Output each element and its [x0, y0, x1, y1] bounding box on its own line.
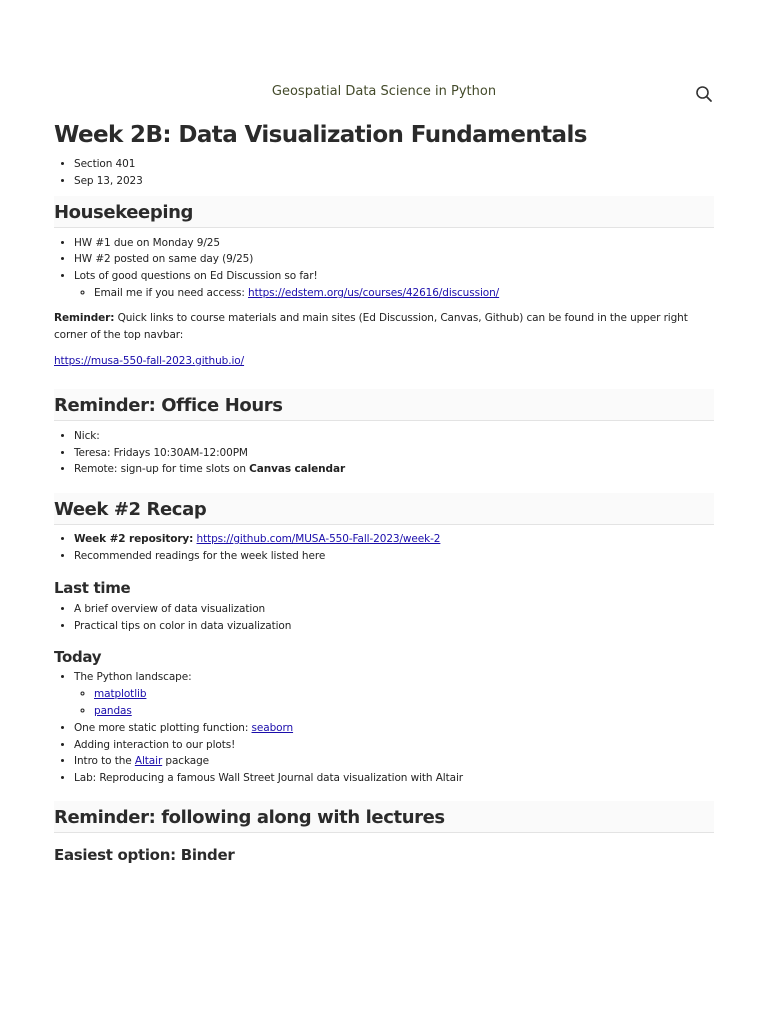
repo-link[interactable]: https://github.com/MUSA-550-Fall-2023/week-2 [196, 533, 441, 546]
access-text: Email me if you need access: [94, 286, 249, 299]
list-item [74, 720, 714, 737]
list-item [74, 268, 714, 302]
list-item-text: The Python landscape: [74, 671, 192, 684]
top-navbar [0, 0, 768, 118]
list-item [94, 686, 714, 703]
list-item: • Nick: [74, 428, 714, 445]
last-time-heading: Last time [54, 578, 131, 597]
page-title: Week 2B: Data Visualization Fundamentals [54, 122, 587, 148]
meta-section: • Section 401 [74, 156, 714, 173]
static-text: One more static plotting function: [74, 721, 252, 734]
site-title-link[interactable]: Geospatial Data Science in Python [271, 84, 497, 99]
reminder-text: Quick links to course materials and main sites (Ed Discussion, Canvas, Github) can be found in the upper right corner of the top navbar: [54, 311, 688, 341]
list-item [74, 753, 714, 770]
housekeeping-heading: Housekeeping [54, 196, 714, 228]
list-item: • Lab: Reproducing a famous Wall Street Journal data visualization with Altair [74, 770, 714, 787]
ed-discussion-link[interactable]: https://edstem.org/us/courses/42616/discussion/ [248, 286, 500, 299]
list-item: • Recommended readings for the week listed here [74, 548, 714, 565]
course-site-link[interactable]: https://musa-550-fall-2023.github.io/ [54, 354, 245, 367]
list-item [94, 703, 714, 720]
list-item [74, 531, 714, 548]
following-heading: Reminder: following along with lectures [54, 801, 714, 833]
pandas-link[interactable]: pandas [94, 704, 132, 717]
last-time-list [54, 601, 714, 635]
remote-text: Remote: sign-up for time slots on [74, 463, 250, 476]
today-list [54, 669, 714, 787]
list-item [74, 461, 714, 478]
today-heading: Today [54, 648, 102, 667]
housekeeping-list [54, 235, 714, 302]
recap-heading: Week #2 Recap [54, 493, 714, 525]
binder-heading: Easiest option: Binder [54, 845, 235, 864]
matplotlib-link[interactable]: matplotlib [94, 688, 147, 701]
list-item: • HW #2 posted on same day (9/25) [74, 251, 714, 268]
meta-date: • Sep 13, 2023 [74, 173, 714, 190]
main-content [54, 118, 714, 866]
list-item [74, 669, 714, 719]
list-item: • A brief overview of data visualization [74, 601, 714, 618]
list-item [94, 285, 714, 302]
office-hours-list [54, 428, 714, 478]
altair-link[interactable]: Altair [134, 755, 163, 768]
office-hours-heading: Reminder: Office Hours [54, 389, 714, 421]
page-meta-list [54, 156, 714, 190]
intro-post-text: package [162, 755, 210, 768]
course-site-paragraph [54, 353, 714, 370]
repo-label: Week #2 repository: [74, 533, 194, 546]
search-icon[interactable] [695, 85, 713, 103]
reminder-label: Reminder: [54, 311, 115, 324]
list-item-text: Lots of good questions on Ed Discussion so far! [74, 270, 318, 283]
seaborn-link[interactable]: seaborn [251, 721, 294, 734]
canvas-calendar-text: Canvas calendar [249, 463, 346, 476]
reminder-paragraph [54, 310, 714, 344]
list-item: • HW #1 due on Monday 9/25 [74, 235, 714, 252]
intro-pre-text: Intro to the [74, 755, 135, 768]
list-item: • Practical tips on color in data vizualization [74, 618, 714, 635]
list-item: • Adding interaction to our plots! [74, 737, 714, 754]
recap-list [54, 531, 714, 565]
list-item: • Teresa: Fridays 10:30AM-12:00PM [74, 445, 714, 462]
